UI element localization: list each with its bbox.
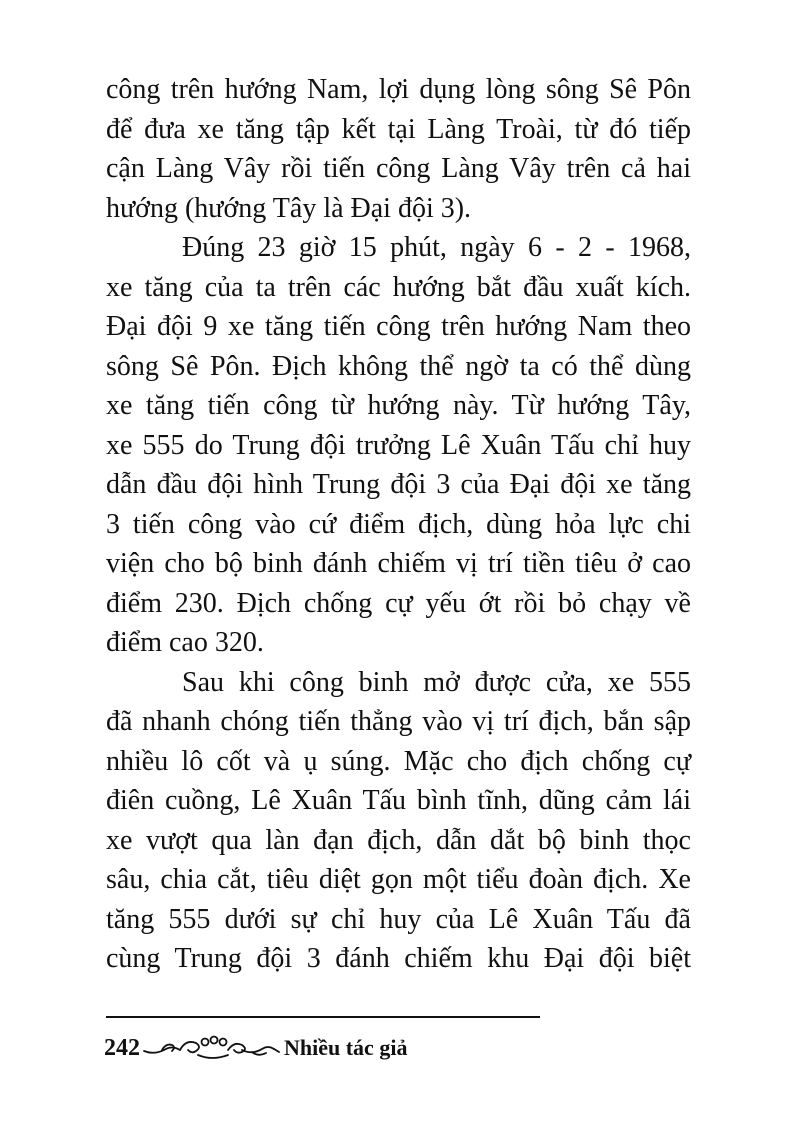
text-line: xe tăng của ta trên các hướng bắt đầu xuất kích. <box>106 271 691 303</box>
text-line: tăng 555 dưới sự chỉ huy của Lê Xuân Tấu đã <box>106 903 691 935</box>
text-line: để đưa xe tăng tập kết tại Làng Troài, từ đó tiếp <box>106 113 691 145</box>
text-line: hướng (hướng Tây là Đại đội 3). <box>106 192 472 224</box>
text-line: 3 tiến công vào cứ điểm địch, dùng hỏa lực chi <box>106 508 691 540</box>
text-line: nhiều lô cốt và ụ súng. Mặc cho địch chống cự <box>106 745 691 777</box>
text-line: đã nhanh chóng tiến thẳng vào vị trí địch, bắn sập <box>106 706 691 737</box>
text-line: viện cho bộ binh đánh chiếm vị trí tiền tiêu ở cao <box>106 548 691 579</box>
running-title: Nhiều tác giả <box>284 1035 408 1060</box>
text-line: dẫn đầu đội hình Trung đội 3 của Đại đội xe tăng <box>106 469 691 500</box>
page-footer <box>104 1028 407 1068</box>
text-line: Đại đội 9 xe tăng tiến công trên hướng Nam theo <box>106 311 691 342</box>
text-line: xe 555 do Trung đội trưởng Lê Xuân Tấu chỉ huy <box>106 429 691 461</box>
body-text <box>106 70 691 979</box>
text-line: điên cuồng, Lê Xuân Tấu bình tĩnh, dũng cảm lái <box>106 785 691 816</box>
text-line: xe tăng tiến công từ hướng này. Từ hướng Tây, <box>106 390 691 421</box>
text-line: cùng Trung đội 3 đánh chiếm khu Đại đội biệt <box>106 943 691 974</box>
paragraph-start-line: Sau khi công binh mở được cửa, xe 555 <box>182 666 691 698</box>
text-line: xe vượt qua làn đạn địch, dẫn dắt bộ binh thọc <box>106 824 691 856</box>
text-line: điểm cao 320. <box>106 627 264 658</box>
page-number: 242 <box>104 1034 140 1061</box>
text-line: công trên hướng Nam, lợi dụng lòng sông Sê Pôn <box>106 74 691 105</box>
paragraph-start-line: Đúng 23 giờ 15 phút, ngày 6 - 2 - 1968, <box>182 232 691 263</box>
footer-rule <box>106 1016 540 1018</box>
text-line: cận Làng Vây rồi tiến công Làng Vây trên cả hai <box>106 153 691 184</box>
decorative-flourish-icon <box>142 1033 282 1063</box>
text-line: điểm 230. Địch chống cự yếu ớt rồi bỏ chạy về <box>106 587 691 619</box>
text-line: sâu, chia cắt, tiêu diệt gọn một tiểu đoàn địch. Xe <box>106 864 691 895</box>
text-line: sông Sê Pôn. Địch không thể ngờ ta có thể dùng <box>106 350 691 382</box>
